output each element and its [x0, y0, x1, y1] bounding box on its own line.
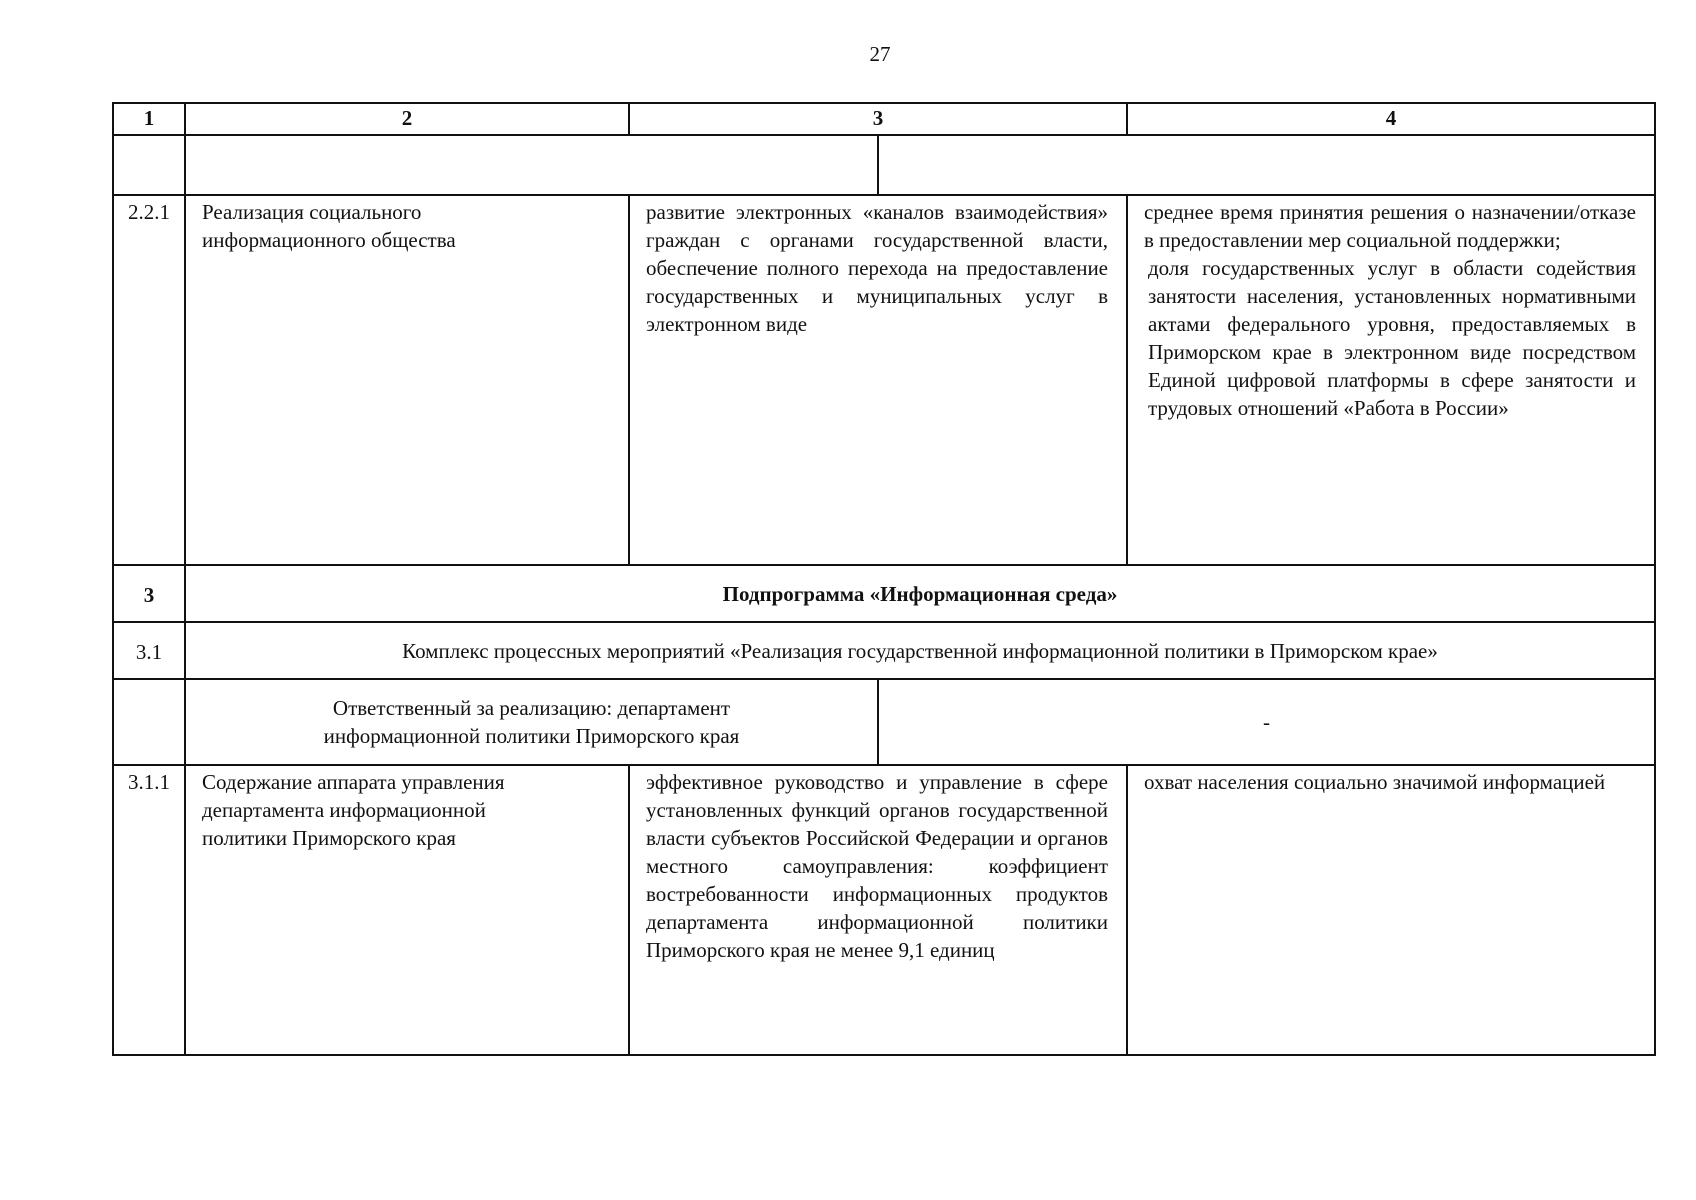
indicator-text: доля государственных услуг в области содействия занятости населения, установленных нормативными актами федерального уровня, предоставляемых в Приморском крае в электронном виде посредством Единой цифровой платформы в сфере занятости и трудовых отношений «Работа в России» — [1148, 256, 1636, 420]
empty-cell — [113, 679, 185, 765]
empty-cell — [878, 135, 1655, 195]
responsible-row — [113, 679, 1655, 765]
row-number: 3.1.1 — [113, 765, 185, 1055]
complex-row — [113, 622, 1655, 679]
empty-cell — [185, 135, 878, 195]
responsible-value: - — [878, 679, 1655, 765]
header-col-4: 4 — [1127, 103, 1655, 135]
empty-row — [113, 135, 1655, 195]
measure-indicators — [1127, 195, 1655, 565]
measure-name-line: Реализация социального — [202, 200, 422, 224]
table-row — [113, 765, 1655, 1055]
complex-title: Комплекс процессных мероприятий «Реализация государственной информационной политики в Приморском крае» — [185, 622, 1655, 679]
header-row — [113, 103, 1655, 135]
table-row — [113, 195, 1655, 565]
responsible-line: информационной политики Приморского края — [323, 724, 740, 748]
indicator-text: среднее время принятия решения о назначении/отказе в предоставлении мер социальной поддержки; — [1144, 200, 1636, 252]
measure-tasks: развитие электронных «каналов взаимодействия» граждан с органами государственной власти, обеспечение полного перехода на предоставление государственных и муниципальных услуг в электронном виде — [629, 195, 1127, 565]
measure-name-line: департамента информационной — [202, 798, 486, 822]
measure-name — [185, 765, 629, 1055]
row-number: 3 — [113, 565, 185, 622]
subprogram-title: Подпрограмма «Информационная среда» — [185, 565, 1655, 622]
responsible-label — [185, 679, 878, 765]
measure-indicators: охват населения социально значимой информацией — [1127, 765, 1655, 1055]
measure-tasks: эффективное руководство и управление в сфере установленных функций органов государственной власти субъектов Российской Федерации и органов местного самоуправления: коэффициент востребованности информационных продуктов департамента информационной политики Приморского края не менее 9,1 единиц — [629, 765, 1127, 1055]
program-table — [112, 102, 1656, 1056]
measure-name — [185, 195, 629, 565]
header-col-3: 3 — [629, 103, 1127, 135]
empty-cell — [113, 135, 185, 195]
subprogram-row — [113, 565, 1655, 622]
measure-name-line: Содержание аппарата управления — [202, 770, 505, 794]
page-number: 27 — [869, 42, 891, 66]
row-number: 2.2.1 — [113, 195, 185, 565]
header-col-2: 2 — [185, 103, 629, 135]
measure-name-line: политики Приморского края — [202, 826, 456, 850]
measure-name-line: информационного общества — [202, 228, 456, 252]
row-number: 3.1 — [113, 622, 185, 679]
responsible-line: Ответственный за реализацию: департамент — [332, 696, 731, 720]
header-col-1: 1 — [113, 103, 185, 135]
